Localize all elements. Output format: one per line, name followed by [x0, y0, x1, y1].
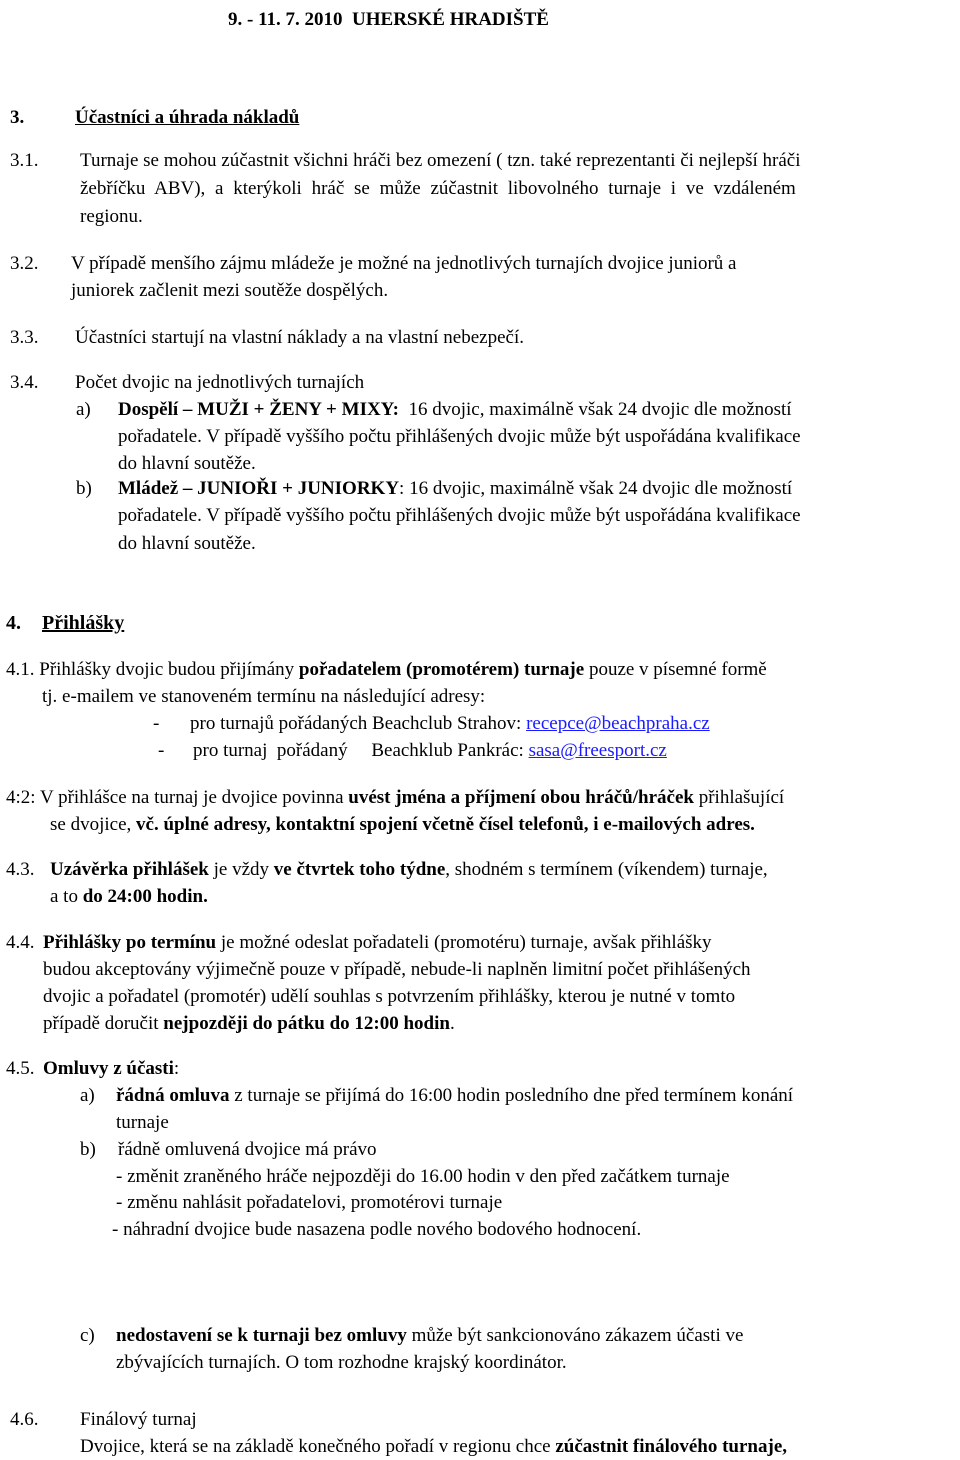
- para-3-1-number: 3.1.: [10, 150, 39, 171]
- para-3-2-line-1: V případě menšího zájmu mládeže je možné na jednotlivých turnajích dvojice juniorů a: [71, 253, 737, 274]
- para-4-6-title: Finálový turnaj: [80, 1409, 197, 1430]
- section-4-title: Přihlášky: [42, 612, 125, 634]
- email-link-pankrac[interactable]: sasa@freesport.cz: [528, 740, 667, 761]
- address-item-2: pro turnaj pořádaný Beachklub Pankrác: sasa@freesport.cz: [193, 740, 667, 761]
- para-3-1-line-3: regionu.: [80, 206, 143, 227]
- para-4-6-number: 4.6.: [10, 1409, 39, 1430]
- section-4-number: 4.: [6, 612, 21, 634]
- para-4-5-number: 4.5.: [6, 1058, 35, 1079]
- para-4-5-c-line-2: zbývajících turnajích. O tom rozhodne krajský koordinátor.: [116, 1352, 567, 1373]
- para-3-4-b-line-2: pořadatele. V případě vyššího počtu přihlášených dvojic může být uspořádána kvalifikace: [118, 505, 801, 526]
- para-4-3-number: 4.3.: [6, 859, 35, 880]
- para-4-1-line-2: tj. e-mailem ve stanoveném termínu na následující adresy:: [42, 686, 486, 707]
- list-marker-c: c): [80, 1325, 95, 1346]
- para-3-4-line-1: Počet dvojic na jednotlivých turnajích: [75, 372, 365, 393]
- para-3-3-number: 3.3.: [10, 327, 39, 348]
- para-3-3-line-1: Účastníci startují na vlastní náklady a na vlastní nebezpečí.: [75, 327, 524, 348]
- para-3-2-line-2: juniorek začlenit mezi soutěže dospělých.: [71, 280, 389, 301]
- para-4-2-line-2: se dvojice, vč. úplné adresy, kontaktní spojení včetně čísel telefonů, i e-mailových adres.: [50, 814, 755, 835]
- para-4-5-b-dash-1: - změnit zraněného hráče nejpozději do 16.00 hodin v den před začátkem turnaje: [116, 1166, 730, 1187]
- para-3-2-number: 3.2.: [10, 253, 39, 274]
- para-4-5-a-line-2: turnaje: [116, 1112, 169, 1133]
- para-4-4-line-2: budou akceptovány výjimečně pouze v případě, nebude-li naplněn limitní počet přihlášených: [43, 959, 751, 980]
- list-marker-b: b): [76, 478, 92, 499]
- para-4-4-number: 4.4.: [6, 932, 35, 953]
- para-4-3-line-2: a to do 24:00 hodin.: [50, 886, 208, 907]
- list-marker-a: a): [76, 399, 91, 420]
- email-link-strahov[interactable]: recepce@beachpraha.cz: [526, 713, 710, 734]
- para-3-1-line-2: žebříčku ABV), a kterýkoli hráč se může zúčastnit libovolného turnaje i ve vzdáleném: [80, 178, 796, 199]
- para-3-1-line-1: Turnaje se mohou zúčastnit všichni hráči bez omezení ( tzn. také reprezentanti či nejlepší hráči: [80, 150, 801, 171]
- para-3-4-a-line-1: Dospělí – MUŽI + ŽENY + MIXY: 16 dvojic, maximálně však 24 dvojic dle možností: [118, 399, 792, 420]
- para-4-5-b-dash-2: - změnu nahlásit pořadatelovi, promotérovi turnaje: [116, 1192, 503, 1213]
- para-4-5-b-line-1: řádně omluvená dvojice má právo: [118, 1139, 377, 1160]
- para-4-5-b-dash-3: - náhradní dvojice bude nasazena podle nového bodového hodnocení.: [112, 1219, 642, 1240]
- section-3-title: Účastníci a úhrada nákladů: [75, 107, 300, 128]
- header-date: 9. - 11. 7. 2010: [228, 9, 343, 30]
- para-4-3-line-1: Uzávěrka přihlášek je vždy ve čtvrtek toho týdne, shodném s termínem (víkendem) turnaje,: [50, 859, 768, 880]
- para-4-1-line-1: 4.1. Přihlášky dvojic budou přijímány pořadatelem (promotérem) turnaje pouze v písemné formě: [6, 659, 767, 680]
- header-city: UHERSKÉ HRADIŠTĚ: [352, 9, 549, 30]
- address-item-1: pro turnajů pořádaných Beachclub Strahov: recepce@beachpraha.cz: [190, 713, 710, 734]
- para-3-4-b-line-1: Mládež – JUNIOŘI + JUNIORKY: 16 dvojic, maximálně však 24 dvojic dle možností: [118, 478, 793, 499]
- para-4-4-line-4: případě doručit nejpozději do pátku do 12:00 hodin.: [43, 1013, 455, 1034]
- list-marker-a: a): [80, 1085, 95, 1106]
- para-3-4-a-line-3: do hlavní soutěže.: [118, 453, 256, 474]
- para-4-2-line-1: 4:2: V přihlášce na turnaj je dvojice povinna uvést jména a příjmení obou hráčů/hráček přihlašující: [6, 787, 785, 808]
- para-4-5-c-line-1: nedostavení se k turnaji bez omluvy může být sankcionováno zákazem účasti ve: [116, 1325, 744, 1346]
- address-item-1-dash: -: [153, 713, 160, 734]
- para-4-5-title: Omluvy z účasti:: [43, 1058, 180, 1079]
- para-4-5-a-line-1: řádná omluva z turnaje se přijímá do 16:00 hodin posledního dne před termínem konání: [116, 1085, 794, 1106]
- address-item-2-dash: -: [158, 740, 165, 761]
- para-3-4-number: 3.4.: [10, 372, 39, 393]
- document-header: [228, 6, 549, 33]
- section-3-number: 3.: [10, 107, 25, 128]
- para-3-4-b-line-3: do hlavní soutěže.: [118, 533, 256, 554]
- para-4-6-line-2: Dvojice, která se na základě konečného pořadí v regionu chce zúčastnit finálového turnaje,: [80, 1436, 788, 1457]
- para-3-4-a-line-2: pořadatele. V případě vyššího počtu přihlášených dvojic může být uspořádána kvalifikace: [118, 426, 801, 447]
- list-marker-b: b): [80, 1139, 96, 1160]
- para-4-4-line-1: Přihlášky po termínu je možné odeslat pořadateli (promotéru) turnaje, avšak přihlášky: [43, 932, 712, 953]
- para-4-4-line-3: dvojic a pořadatel (promotér) udělí souhlas s potvrzením přihlášky, kterou je nutné v tomto: [43, 986, 736, 1007]
